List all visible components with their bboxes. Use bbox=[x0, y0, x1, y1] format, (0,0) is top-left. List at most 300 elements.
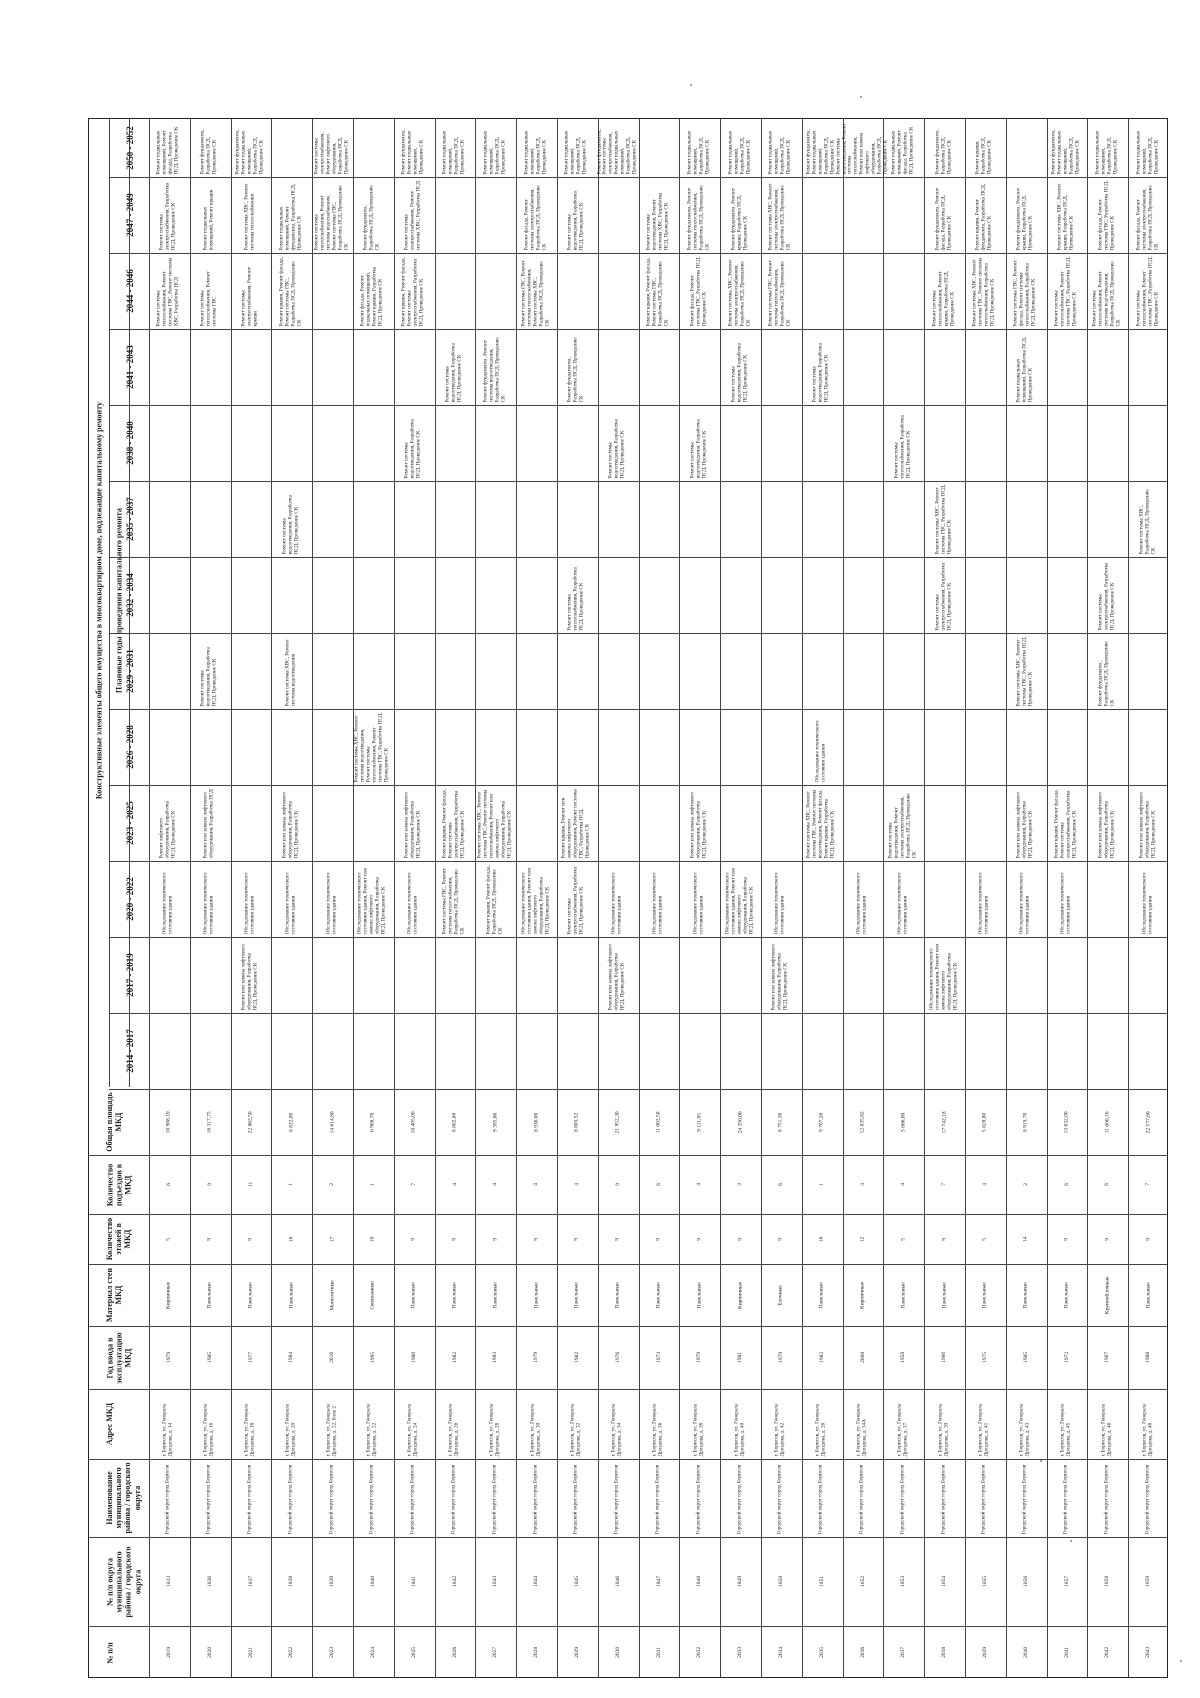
cell-text: 1850 bbox=[778, 1575, 785, 1587]
cell-text: 2037 bbox=[900, 1646, 907, 1658]
cell-text: Ремонт системы ХВС, Ремонт системы ГВС, Ремонт системы теплоснабжения, Разработка ПСД, Проведение СК bbox=[972, 257, 997, 326]
cell-text: 1985 bbox=[207, 1351, 214, 1363]
cell-text: Ремонт или замена лифтового оборудования, Разработка ПСД, Проведение СК bbox=[241, 943, 259, 1010]
cell-n bbox=[641, 1629, 678, 1676]
cell-area bbox=[885, 1092, 922, 1152]
cell-text: Городской округ город Борисов bbox=[369, 1464, 376, 1534]
cell-text: Ремонт системы водоотведения, Разработка ПСД, Проведение СК bbox=[567, 190, 586, 250]
cell-text: г. Борисов, ул. Генерала Дроздова, д. 28 bbox=[488, 1403, 501, 1456]
cell-text: г. Борисов, ул. Генерала Дроздова, д. 20 bbox=[284, 1403, 297, 1456]
cell-text: 9 bbox=[1104, 1237, 1111, 1241]
cell-text: Ремонт системы ГВС, Ремонт системы теплоснабжения, Ремонт системы ХВС, Разработка ПСД, Проведение СК bbox=[520, 260, 551, 326]
cell-mat bbox=[804, 1267, 841, 1323]
cell-nm bbox=[233, 1540, 270, 1623]
cell-text: Панельные bbox=[574, 1281, 581, 1309]
cell-addr bbox=[192, 1392, 229, 1456]
work-cell bbox=[518, 256, 555, 326]
cell-year bbox=[518, 1329, 555, 1386]
work-cell bbox=[355, 864, 392, 934]
cell-en bbox=[314, 1158, 351, 1211]
cell-fl bbox=[355, 1217, 392, 1261]
cell-en bbox=[926, 1158, 963, 1211]
work-cell bbox=[233, 256, 270, 326]
cell-text: Ремонт системы ГВС, Ремонт системы теплоснабжения, Разработка ПСД, Проведение СК bbox=[768, 260, 793, 326]
cell-text: Ремонт системы водоотведения, Разработка ПСД, Проведение СК bbox=[445, 342, 463, 402]
work-cell bbox=[1049, 788, 1086, 858]
cell-mat bbox=[967, 1267, 1004, 1323]
work-cell bbox=[233, 122, 270, 174]
cell-text: Обследование технического состояния здания bbox=[774, 871, 787, 934]
cell-text: Городской округ город Борисов bbox=[818, 1464, 825, 1534]
cell-nm bbox=[355, 1540, 392, 1623]
work-cell bbox=[151, 122, 188, 174]
cell-mat bbox=[273, 1267, 310, 1323]
cell-text: 2042 bbox=[1104, 1646, 1111, 1658]
cell-mat bbox=[926, 1267, 963, 1323]
cell-text: Городской округ город Борисов bbox=[165, 1464, 172, 1534]
cell-text: г. Борисов, ул. Генерала Дроздова, д. 45 bbox=[1060, 1403, 1072, 1456]
cell-text: 4 bbox=[492, 1183, 499, 1186]
cell-nm bbox=[600, 1540, 637, 1623]
cell-text: 2043 bbox=[1145, 1646, 1152, 1658]
cell-text: Ремонт или замена лифтового оборудования, Разработка ПСД, Проведение СК bbox=[404, 791, 423, 858]
cell-text: 4 bbox=[900, 1183, 907, 1186]
cell-text: Городской округ город Борисов bbox=[695, 1464, 702, 1534]
cell-text: 10 bbox=[288, 1236, 295, 1242]
cell-n bbox=[477, 1629, 514, 1676]
header-p11: 2047 - 2049 bbox=[125, 193, 135, 237]
cell-text: Панельные bbox=[1023, 1281, 1030, 1309]
cell-area bbox=[641, 1092, 678, 1152]
cell-text: Городской округ город Борисов bbox=[532, 1464, 539, 1534]
cell-text: Городской округ город Борисов bbox=[247, 1464, 254, 1534]
cell-text: Ремонт или замена лифтового оборудования, Разработка ПСД, Проведение СК bbox=[771, 943, 790, 1010]
work-cell bbox=[559, 122, 596, 174]
cell-text: 3 bbox=[859, 1183, 866, 1186]
table-rule bbox=[883, 119, 884, 1677]
cell-en bbox=[1008, 1158, 1045, 1211]
cell-en bbox=[600, 1158, 637, 1211]
work-cell bbox=[1008, 864, 1045, 934]
work-cell bbox=[273, 484, 310, 554]
cell-year bbox=[722, 1329, 759, 1386]
cell-text: Ремонт системы электроснабжения, Ремонт системы ХВС, Разработка ПСД bbox=[404, 180, 423, 250]
cell-text: Городской округ город Борисов bbox=[573, 1464, 580, 1534]
cell-text: 7 bbox=[941, 1183, 948, 1186]
cell-addr bbox=[355, 1392, 392, 1456]
work-cell bbox=[1008, 180, 1045, 250]
cell-en bbox=[477, 1158, 514, 1211]
cell-text: Панельные bbox=[207, 1281, 214, 1309]
cell-text: 1852 bbox=[859, 1575, 866, 1587]
cell-text: 2008 bbox=[859, 1351, 866, 1363]
cell-mun bbox=[518, 1462, 555, 1534]
cell-text: Ремонт крыши, Ремонт фасада, Ремонт системы электроснабжения, Разработка ПСД, Проведение СК bbox=[1054, 788, 1078, 858]
cell-text: 1 bbox=[370, 1183, 377, 1186]
cell-text: г. Борисов, ул. Генерала Дроздова, д. 24 bbox=[407, 1403, 420, 1456]
cell-text: Ремонт системы теплоснабжения, Ремонт системы водоснабжения, Ремонт системы ГВС, Разработка ПСД, Проведение СК bbox=[313, 184, 350, 250]
cell-addr bbox=[641, 1392, 678, 1456]
work-cell bbox=[518, 122, 555, 174]
cell-text: Городской округ город Борисов bbox=[655, 1464, 662, 1534]
cell-text: Панельные bbox=[982, 1281, 989, 1309]
cell-text: Обследование технического состояния здания bbox=[325, 871, 338, 934]
work-cell bbox=[763, 256, 800, 326]
table-rule bbox=[720, 119, 721, 1677]
cell-addr bbox=[151, 1392, 188, 1456]
cell-text: Ремонт фундамента, Ремонт подвальных помещений, Разработка ПСД, Проведение СК bbox=[1051, 128, 1081, 174]
cell-text: Ремонт системы водоотведения, Разработка ПСД, Проведение СК bbox=[281, 494, 300, 554]
cell-text: Обследование технического состояния здания bbox=[407, 871, 420, 934]
header-year: Год ввода в эксплуатацию МКД bbox=[105, 1331, 133, 1384]
cell-text: Городской округ город Борисов bbox=[1063, 1464, 1070, 1534]
cell-text: 2020 bbox=[207, 1646, 214, 1658]
cell-text: 8 832,00 bbox=[288, 1112, 295, 1132]
cell-text: 9 395,00 bbox=[492, 1112, 499, 1132]
cell-mat bbox=[477, 1267, 514, 1323]
cell-text: 1851 bbox=[819, 1575, 826, 1587]
cell-text: 1855 bbox=[982, 1575, 989, 1587]
cell-nm bbox=[1130, 1540, 1167, 1623]
table-rule bbox=[109, 861, 1167, 862]
work-cell bbox=[477, 864, 514, 934]
cell-text: 1843 bbox=[492, 1575, 499, 1587]
cell-fl bbox=[641, 1217, 678, 1261]
cell-text: Ремонт подвальных помещений, Разработка ПСД, Проведение СК bbox=[482, 130, 507, 174]
cell-en bbox=[396, 1158, 433, 1211]
work-cell bbox=[600, 864, 637, 934]
work-cell bbox=[396, 122, 433, 174]
work-cell bbox=[1089, 636, 1126, 706]
cell-year bbox=[477, 1329, 514, 1386]
cell-text: 9 bbox=[1145, 1237, 1152, 1241]
header-p10: 2044 - 2046 bbox=[125, 269, 135, 313]
cell-area bbox=[192, 1092, 229, 1152]
cell-text: Панельные bbox=[492, 1281, 499, 1309]
cell-text: Панельные bbox=[451, 1281, 458, 1309]
cell-text: 4 bbox=[451, 1183, 458, 1186]
cell-en bbox=[1049, 1158, 1086, 1211]
cell-en bbox=[151, 1158, 188, 1211]
cell-text: 6 bbox=[1063, 1183, 1070, 1186]
cell-area bbox=[396, 1092, 433, 1152]
cell-text: 11 600,16 bbox=[1104, 1111, 1111, 1133]
cell-text: г. Борисов, ул. Генерала Дроздова, д. 38 bbox=[692, 1403, 705, 1456]
cell-text: Ремонт системы ХВС, Ремонт системы ГВС, Ремонт системы теплоснабжения, Ремонт или замена лифтового оборудования, Разработка ПСД, Проведение СК bbox=[476, 789, 513, 858]
cell-n bbox=[1089, 1629, 1126, 1676]
cell-text: 9 bbox=[696, 1237, 703, 1241]
cell-text: Ремонт подвальных помещений, Ремонт крыши bbox=[203, 189, 216, 250]
cell-text: Ремонт фундамента, Ремонт системы электроснабжения, Ремонт подвальных помещений, Разработка ПСД, Проведение СК bbox=[596, 128, 639, 174]
cell-text: 17 742,18 bbox=[941, 1110, 948, 1133]
table-rule bbox=[109, 481, 1167, 482]
cell-mat bbox=[151, 1267, 188, 1323]
cell-year bbox=[600, 1329, 637, 1386]
cell-mun bbox=[1089, 1462, 1126, 1534]
cell-text: 1833 bbox=[166, 1575, 173, 1587]
work-cell bbox=[396, 788, 433, 858]
cell-text: Городской округ город Борисов bbox=[287, 1464, 294, 1534]
work-cell bbox=[681, 864, 718, 934]
cell-mat bbox=[355, 1267, 392, 1323]
cell-text: 1976 bbox=[615, 1351, 622, 1363]
cell-text: Ремонт системы ХВС, Ремонт системы ГВС, Разработка ПСД, Проведение СК bbox=[1016, 636, 1035, 706]
cell-addr bbox=[437, 1392, 474, 1456]
cell-text: Ремонт системы теплоснабжения, Ремонт системы ГВС, Разработка ПСД, Проведение СК bbox=[1054, 256, 1078, 326]
work-cell bbox=[233, 864, 270, 934]
cell-area bbox=[273, 1092, 310, 1152]
cell-text: Ремонт подвальных помещений, Разработка ПСД, Проведение СК bbox=[442, 130, 466, 174]
work-cell bbox=[192, 864, 229, 934]
cell-text: 1858 bbox=[1104, 1575, 1111, 1587]
cell-mun bbox=[804, 1462, 841, 1534]
cell-en bbox=[763, 1158, 800, 1211]
cell-text: Кирпичные bbox=[737, 1281, 744, 1309]
cell-text: 9 bbox=[492, 1237, 499, 1241]
cell-text: 2035 bbox=[819, 1646, 826, 1658]
cell-text: Ремонт системы ХВС, Ремонт системы водоотведения bbox=[284, 639, 297, 706]
cell-n bbox=[763, 1629, 800, 1676]
cell-mat bbox=[518, 1267, 555, 1323]
cell-text: 7 bbox=[411, 1183, 418, 1186]
cell-area bbox=[1130, 1092, 1167, 1152]
cell-text: Ремонт фундамента, Ремонт подвальных помещений, Разработка ПСД, Проведение СК bbox=[806, 128, 837, 174]
cell-text: Обследование технического состояния здания, Ремонт или замена лифтового оборудования, Разработка ПСД, Проведение СК bbox=[724, 867, 755, 934]
work-cell bbox=[1089, 180, 1126, 250]
cell-addr bbox=[926, 1392, 963, 1456]
cell-text: 9 bbox=[1063, 1237, 1070, 1241]
cell-text: 1995 bbox=[370, 1351, 377, 1363]
cell-text: Ремонт подвальных помещений, Разработка ПСД, Проведение СК bbox=[686, 130, 711, 174]
cell-text: Городской округ город Борисов bbox=[777, 1464, 784, 1534]
cell-fl bbox=[518, 1217, 555, 1261]
cell-mun bbox=[641, 1462, 678, 1534]
cell-nm bbox=[518, 1540, 555, 1623]
cell-addr bbox=[314, 1392, 351, 1456]
cell-text: 2041 bbox=[1063, 1646, 1070, 1658]
cell-mun bbox=[845, 1462, 882, 1534]
cell-mun bbox=[437, 1462, 474, 1534]
cell-text: 14 bbox=[1023, 1236, 1030, 1242]
cell-text: 9 707,26 bbox=[819, 1112, 826, 1132]
cell-text: г. Борисов, ул. Генерала Дроздова, д. 30 bbox=[529, 1403, 542, 1456]
cell-mun bbox=[477, 1462, 514, 1534]
cell-fl bbox=[1008, 1217, 1045, 1261]
cell-text: 8 936,00 bbox=[533, 1112, 540, 1132]
cell-year bbox=[559, 1329, 596, 1386]
cell-en bbox=[804, 1158, 841, 1211]
cell-text: 1979 bbox=[166, 1351, 173, 1363]
cell-text: Ремонт системы электроснабжения, Ремонт лифтового оборудования, Разработка ПСД, Проведение СК bbox=[313, 131, 350, 174]
work-cell bbox=[477, 332, 514, 402]
cell-area bbox=[926, 1092, 963, 1152]
cell-text: 1983 bbox=[492, 1351, 499, 1363]
work-cell bbox=[763, 864, 800, 934]
header-p2: 2020 - 2022 bbox=[125, 877, 135, 921]
cell-addr bbox=[396, 1392, 433, 1456]
cell-text: Городской округ город Борисов bbox=[1022, 1464, 1029, 1534]
cell-text: 6 bbox=[166, 1183, 173, 1186]
work-cell bbox=[804, 788, 841, 858]
cell-mat bbox=[763, 1267, 800, 1323]
cell-en bbox=[437, 1158, 474, 1211]
cell-mun bbox=[1130, 1462, 1167, 1534]
scan-speck bbox=[1070, 1540, 1072, 1542]
cell-mat bbox=[845, 1267, 882, 1323]
work-cell bbox=[1130, 122, 1167, 174]
cell-mat bbox=[192, 1267, 229, 1323]
cell-text: г. Борисов, ул. Генерала Дроздова, д. 34 bbox=[611, 1403, 624, 1456]
cell-text: Ремонт подвальных помещений, Разработка ПСД, Проведение СК bbox=[1135, 130, 1160, 174]
cell-mun bbox=[926, 1462, 963, 1534]
cell-text: Ремонт системы водоотведения, Разработка ПСД, Проведение СК bbox=[689, 418, 708, 478]
cell-text: 2021 bbox=[247, 1646, 254, 1658]
cell-nm bbox=[273, 1540, 310, 1623]
cell-n bbox=[885, 1629, 922, 1676]
cell-addr bbox=[233, 1392, 270, 1456]
cell-text: г. Борисов, ул. Генерала Дроздова, д. 37 bbox=[896, 1403, 909, 1456]
cell-text: Ремонт подвальных помещений, Ремонт фасада, Разработка ПСД, Проведение СК bbox=[156, 126, 181, 174]
scan-speck bbox=[690, 84, 692, 86]
cell-text: 1980 bbox=[411, 1351, 418, 1363]
work-cell bbox=[804, 712, 841, 782]
work-cell bbox=[1089, 256, 1126, 326]
cell-mat bbox=[1049, 1267, 1086, 1323]
work-cell bbox=[804, 332, 841, 402]
cell-text: 16 317,75 bbox=[207, 1110, 214, 1133]
cell-fl bbox=[192, 1217, 229, 1261]
cell-text: Ремонт фундамента, Разработка ПСД, Проведение СК bbox=[934, 128, 953, 174]
cell-text: Городской округ город Борисов bbox=[940, 1464, 947, 1534]
cell-n bbox=[1049, 1629, 1086, 1676]
cell-text: 4 bbox=[533, 1183, 540, 1186]
cell-text: 1857 bbox=[1063, 1575, 1070, 1587]
work-cell bbox=[192, 122, 229, 174]
cell-text: 9 bbox=[207, 1183, 214, 1186]
cell-fl bbox=[885, 1217, 922, 1261]
cell-en bbox=[233, 1158, 270, 1211]
cell-text: Ремонт системы теплоснабжения, Ремонт системы ГВС, Разработка ПСД, Проведение СК bbox=[1135, 256, 1160, 326]
cell-text: 1859 bbox=[1145, 1575, 1152, 1587]
cell-area bbox=[804, 1092, 841, 1152]
cell-mun bbox=[1008, 1462, 1045, 1534]
cell-mat bbox=[437, 1267, 474, 1323]
cell-text: 1985 bbox=[1023, 1351, 1030, 1363]
cell-area bbox=[845, 1092, 882, 1152]
cell-text: 1837 bbox=[247, 1575, 254, 1587]
table-rule bbox=[109, 785, 1167, 786]
cell-text: 1979 bbox=[696, 1351, 703, 1363]
cell-n bbox=[600, 1629, 637, 1676]
work-cell bbox=[722, 864, 759, 934]
cell-n bbox=[233, 1629, 270, 1676]
cell-text: Обследование технического состояния здания, Ремонт или замена лифтового оборудования, Разработка ПСД, Проведение СК bbox=[520, 867, 551, 934]
work-cell bbox=[1130, 256, 1167, 326]
work-cell bbox=[722, 332, 759, 402]
cell-year bbox=[885, 1329, 922, 1386]
cell-area bbox=[600, 1092, 637, 1152]
cell-en bbox=[885, 1158, 922, 1211]
cell-fl bbox=[600, 1217, 637, 1261]
scan-speck bbox=[1180, 1660, 1182, 1662]
cell-text: Ремонт фундамента, Ремонт системы теплоснабжения, Разработка ПСД, Проведение СК bbox=[686, 184, 711, 250]
cell-text: г. Борисов, ул. Генерала Дроздова, д. 18 bbox=[244, 1403, 256, 1456]
work-cell bbox=[233, 180, 270, 250]
cell-n bbox=[151, 1629, 188, 1676]
cell-text: Панельные bbox=[1063, 1281, 1070, 1309]
cell-text: Ремонт фасада, Ремонт подвальных помещений, Ремонт крыши, Разработка ПСД, Проведение СК bbox=[360, 266, 385, 326]
work-cell bbox=[681, 408, 718, 478]
table-rule bbox=[109, 1089, 1167, 1090]
cell-addr bbox=[1008, 1392, 1045, 1456]
cell-text: Ремонт системы ХВС, Ремонт крыши, Разработка ПСД, Проведение СК bbox=[1057, 183, 1075, 250]
cell-text: 8 802,80 bbox=[451, 1112, 458, 1132]
cell-text: Панельные bbox=[696, 1281, 703, 1309]
cell-text: 9 bbox=[655, 1237, 662, 1241]
cell-text: 8 919,70 bbox=[1023, 1112, 1030, 1132]
cell-text: Крупноблочные bbox=[1104, 1276, 1111, 1314]
group-subtitle: Плановые годы проведения капитального ремонта bbox=[114, 508, 124, 694]
cell-text: 1840 bbox=[370, 1575, 377, 1587]
cell-nm bbox=[477, 1540, 514, 1623]
cell-nm bbox=[845, 1540, 882, 1623]
work-cell bbox=[600, 940, 637, 1010]
header-p9: 2041 - 2043 bbox=[125, 345, 135, 389]
table-rule bbox=[109, 177, 1167, 178]
work-cell bbox=[926, 256, 963, 326]
cell-text: Панельные bbox=[247, 1281, 254, 1309]
cell-text: Ремонт системы электроснабжения, Разработка ПСД, Проведение СК bbox=[1097, 562, 1116, 630]
cell-text: Ремонт системы ХВС, Ремонт системы водоотведения, Ремонт системы теплоснабжения, Ремонт системы ГВС, Разработка ПСД, Проведение СК bbox=[354, 712, 391, 782]
cell-fl bbox=[1089, 1217, 1126, 1261]
cell-text: 2033 bbox=[737, 1646, 744, 1658]
cell-text: Городской округ город Борисов bbox=[328, 1464, 335, 1534]
cell-fl bbox=[722, 1217, 759, 1261]
work-cell bbox=[885, 788, 922, 858]
cell-text: Ремонт системы электроснабжения, Разработка ПСД, Проведение СК bbox=[934, 562, 953, 630]
cell-text: 2030 bbox=[615, 1646, 622, 1658]
cell-nm bbox=[641, 1540, 678, 1623]
cell-text: 18 405,00 bbox=[411, 1110, 418, 1133]
work-cell bbox=[192, 256, 229, 326]
cell-text: Ремонт системы ХВС, Ремонт системы ГВС, Разработка ПСД, Проведение СК bbox=[934, 484, 953, 554]
cell-area bbox=[967, 1092, 1004, 1152]
cell-mat bbox=[1089, 1267, 1126, 1323]
cell-nm bbox=[559, 1540, 596, 1623]
work-cell bbox=[1008, 636, 1045, 706]
cell-area bbox=[1049, 1092, 1086, 1152]
cell-text: 5 bbox=[982, 1237, 989, 1241]
cell-text: 2036 bbox=[859, 1646, 866, 1658]
cell-n bbox=[192, 1629, 229, 1676]
cell-text: 1853 bbox=[900, 1575, 907, 1587]
cell-text: 1844 bbox=[533, 1575, 540, 1587]
cell-year bbox=[1089, 1329, 1126, 1386]
cell-mun bbox=[396, 1462, 433, 1534]
cell-text: 2040 bbox=[1023, 1646, 1030, 1658]
work-cell bbox=[396, 864, 433, 934]
table-rule bbox=[109, 329, 1167, 330]
cell-mun bbox=[233, 1462, 270, 1534]
cell-text: 12 835,82 bbox=[859, 1110, 866, 1133]
cell-nm bbox=[885, 1540, 922, 1623]
cell-year bbox=[1130, 1329, 1167, 1386]
cell-text: Ремонт подвальных помещений, Разработка ПСД, Проведение СК bbox=[727, 130, 752, 174]
work-cell bbox=[559, 560, 596, 630]
table-rule bbox=[109, 709, 1167, 710]
cell-fl bbox=[437, 1217, 474, 1261]
table-rule bbox=[109, 937, 1167, 938]
